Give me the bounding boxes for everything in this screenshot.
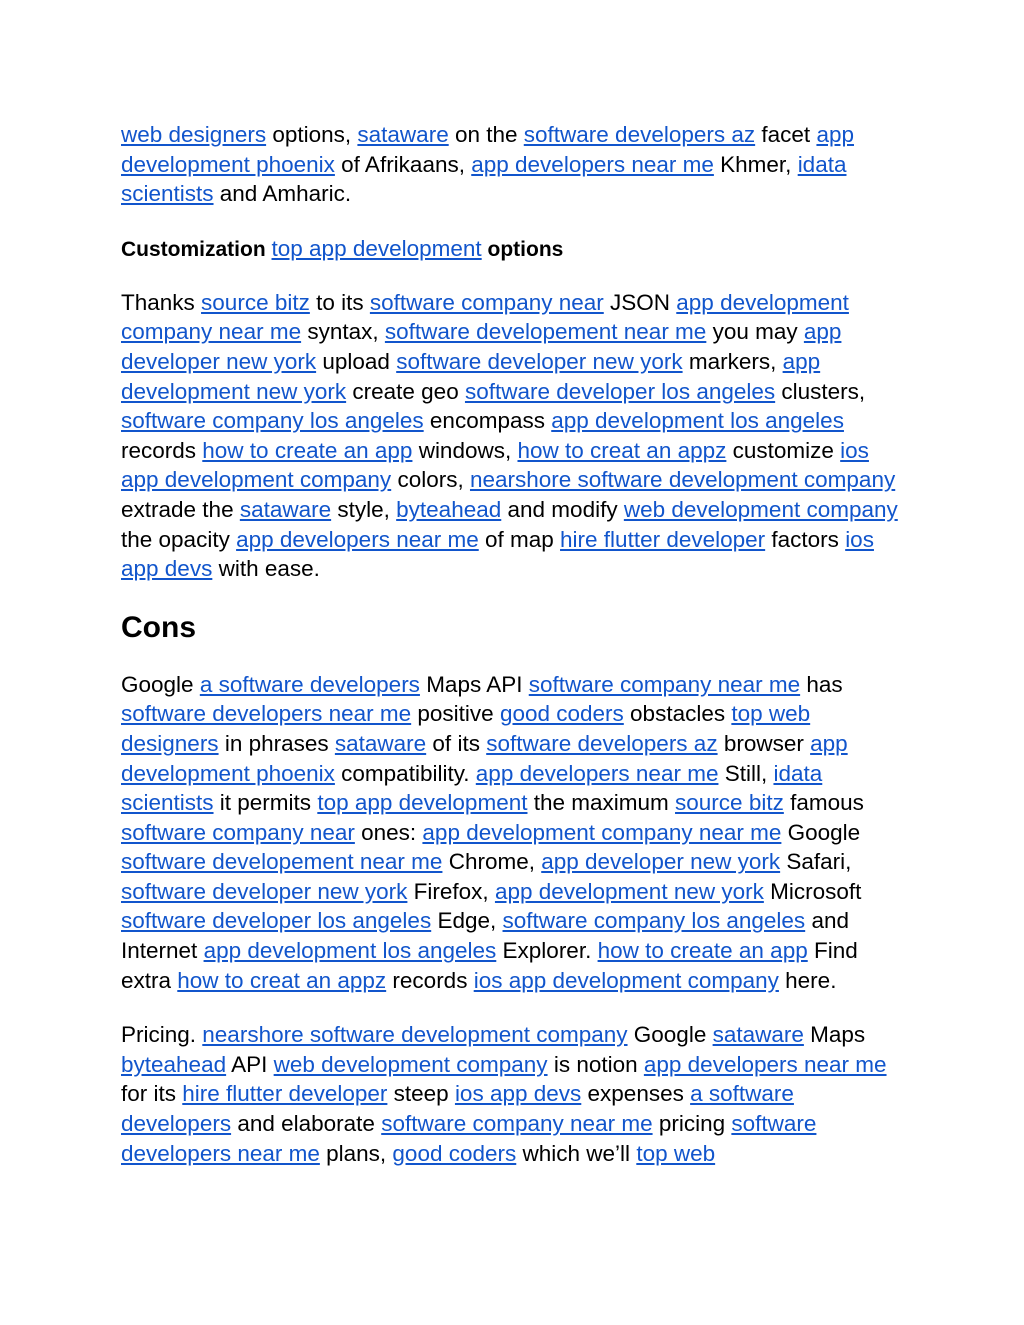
- text: positive: [411, 701, 500, 727]
- link[interactable]: a software developers: [121, 1081, 794, 1137]
- link[interactable]: app development phoenix: [121, 122, 854, 177]
- text: options,: [266, 122, 358, 147]
- text: and modify: [501, 496, 624, 522]
- link[interactable]: sataware: [712, 1022, 804, 1048]
- text: API: [226, 1051, 274, 1077]
- link[interactable]: software company near: [369, 289, 604, 315]
- link[interactable]: app development company near me: [422, 819, 782, 845]
- text: has: [800, 671, 843, 697]
- text: you may: [706, 319, 804, 345]
- text: expenses: [581, 1081, 691, 1107]
- text: Google: [781, 819, 861, 845]
- text: of Afrikaans,: [334, 151, 472, 177]
- link[interactable]: app developers near me: [643, 1051, 887, 1077]
- text: to its: [309, 289, 370, 315]
- link[interactable]: app development new york: [494, 878, 764, 904]
- text: create geo: [346, 378, 465, 404]
- section-heading-cons: Cons: [121, 610, 196, 644]
- text: records: [386, 967, 474, 993]
- text: and Internet: [121, 908, 849, 964]
- text: of its: [426, 730, 487, 756]
- link[interactable]: app developers near me: [236, 526, 479, 552]
- text: Thanks: [121, 289, 202, 315]
- link[interactable]: software developers near me: [121, 1111, 817, 1166]
- text: in phrases: [218, 730, 335, 756]
- text: Microsoft: [763, 878, 862, 904]
- text: and Amharic.: [213, 181, 352, 207]
- link[interactable]: software developement near me: [384, 319, 707, 345]
- link[interactable]: software developers az: [486, 730, 718, 756]
- text: Explorer.: [496, 938, 598, 964]
- paragraph-cons: [121, 670, 904, 996]
- subheading-text: Customization: [121, 237, 266, 261]
- text: with ease.: [212, 556, 320, 582]
- link[interactable]: nearshore software development company: [202, 1022, 628, 1048]
- paragraph-pricing: [121, 1020, 904, 1168]
- subheading-customization: [121, 234, 904, 264]
- link[interactable]: idata scientists: [121, 760, 823, 816]
- text: pricing: [652, 1111, 732, 1137]
- link[interactable]: software developement near me: [121, 849, 443, 875]
- text: browser: [717, 730, 811, 756]
- link[interactable]: ios app devs: [454, 1081, 582, 1107]
- text: here.: [778, 967, 837, 993]
- text: ones:: [354, 819, 423, 845]
- text: JSON: [603, 289, 677, 315]
- text: Find extra: [121, 938, 858, 993]
- text: Google: [627, 1022, 713, 1048]
- link[interactable]: app developer new york: [541, 849, 781, 875]
- text: markers,: [682, 348, 783, 374]
- text: customize: [726, 437, 841, 463]
- text: which we’ll: [516, 1140, 637, 1166]
- text: for its: [121, 1081, 183, 1107]
- link[interactable]: ios app development company: [121, 437, 869, 493]
- text: steep: [387, 1081, 455, 1107]
- text: plans,: [319, 1140, 393, 1166]
- text: Pricing.: [121, 1022, 203, 1048]
- link[interactable]: web designers: [121, 122, 267, 147]
- link[interactable]: software company near me: [381, 1111, 653, 1137]
- link[interactable]: top app development: [271, 235, 482, 261]
- text: Safari,: [780, 849, 852, 875]
- link[interactable]: ios app devs: [121, 526, 874, 582]
- paragraph-customization: [121, 288, 904, 584]
- text: records: [121, 437, 203, 463]
- text: obstacles: [623, 701, 732, 727]
- text: facet: [755, 122, 817, 147]
- text: on the: [448, 122, 524, 147]
- text: Chrome,: [442, 849, 542, 875]
- text: is notion: [547, 1051, 644, 1077]
- link[interactable]: top web designers: [121, 701, 811, 756]
- link[interactable]: app developer new york: [121, 319, 842, 374]
- link[interactable]: nearshore software development company: [469, 467, 896, 493]
- link[interactable]: software company los angeles: [502, 908, 806, 934]
- link[interactable]: idata scientists: [121, 151, 847, 207]
- link[interactable]: good coders: [499, 701, 624, 727]
- link[interactable]: byteahead: [121, 1051, 227, 1077]
- text: Maps: [803, 1022, 866, 1048]
- text: windows,: [412, 437, 518, 463]
- text: compatibility.: [334, 760, 476, 786]
- link[interactable]: app development company near me: [121, 289, 849, 345]
- link[interactable]: software developer los angeles: [464, 378, 776, 404]
- text: Maps API: [419, 671, 529, 697]
- link[interactable]: app development los angeles: [203, 938, 497, 964]
- text: of map: [478, 526, 561, 552]
- link[interactable]: how to create an app: [202, 437, 413, 463]
- link[interactable]: software developer new york: [121, 878, 408, 904]
- link[interactable]: how to creat an appz: [177, 967, 387, 993]
- link[interactable]: software developers near me: [121, 701, 412, 727]
- text: upload: [316, 348, 397, 374]
- link[interactable]: top app development: [317, 790, 528, 816]
- text: colors,: [391, 467, 470, 493]
- text: it permits: [213, 790, 318, 816]
- link[interactable]: app developers near me: [471, 151, 714, 177]
- text: encompass: [423, 408, 552, 434]
- text: the maximum: [527, 790, 676, 816]
- text: Firefox,: [407, 878, 495, 904]
- text: Google: [121, 671, 200, 697]
- link[interactable]: how to creat an appz: [517, 437, 727, 463]
- link[interactable]: app developers near me: [475, 760, 719, 786]
- link[interactable]: web development company: [623, 496, 898, 522]
- link[interactable]: hire flutter developer: [182, 1081, 388, 1107]
- text: extrade the: [121, 496, 240, 522]
- text: Still,: [718, 760, 774, 786]
- link[interactable]: source bitz: [201, 289, 310, 315]
- text: clusters,: [775, 378, 866, 404]
- text: factors: [765, 526, 846, 552]
- link[interactable]: top web: [636, 1140, 716, 1166]
- link[interactable]: software developer new york: [396, 348, 683, 374]
- link[interactable]: sataware: [334, 730, 427, 756]
- link[interactable]: software developers az: [523, 122, 756, 147]
- link[interactable]: software developer los angeles: [121, 908, 432, 934]
- subheading-text: options: [487, 237, 564, 261]
- link[interactable]: app development los angeles: [551, 408, 844, 434]
- text: the opacity: [121, 526, 237, 552]
- link[interactable]: hire flutter developer: [560, 526, 766, 552]
- paragraph-intro: [121, 120, 904, 209]
- text: Edge,: [431, 908, 503, 934]
- link[interactable]: software company los angeles: [121, 408, 424, 434]
- link[interactable]: byteahead: [396, 496, 502, 522]
- text: Khmer,: [713, 151, 798, 177]
- link[interactable]: how to create an app: [597, 938, 808, 964]
- link[interactable]: sataware: [357, 122, 449, 147]
- link[interactable]: sataware: [239, 496, 332, 522]
- link[interactable]: software company near: [121, 819, 355, 845]
- text: syntax,: [301, 319, 385, 345]
- link[interactable]: ios app development company: [473, 967, 779, 993]
- text: style,: [331, 496, 397, 522]
- link[interactable]: source bitz: [675, 790, 784, 816]
- link[interactable]: web development company: [273, 1051, 548, 1077]
- text: famous: [783, 790, 864, 816]
- link[interactable]: app development phoenix: [121, 730, 848, 786]
- link[interactable]: good coders: [392, 1140, 517, 1166]
- link[interactable]: a software developers: [199, 671, 420, 697]
- link[interactable]: software company near me: [528, 671, 801, 697]
- link[interactable]: app development new york: [121, 348, 821, 404]
- text: and elaborate: [231, 1111, 382, 1137]
